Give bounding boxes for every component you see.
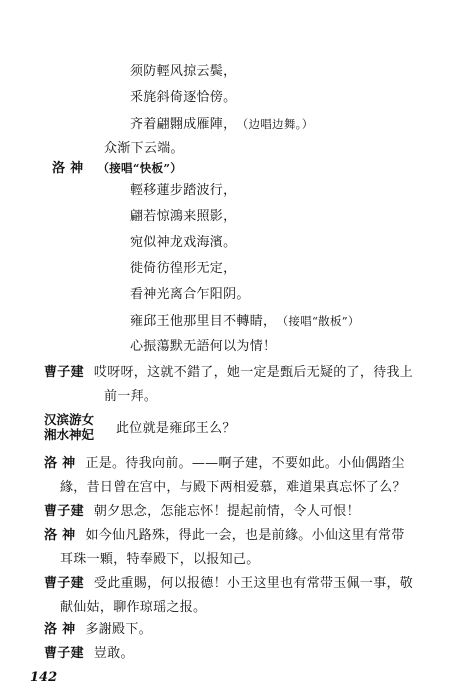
speaker-stack <box>44 412 94 442</box>
speaker-name: 洛 神 <box>44 456 76 471</box>
speaker-name: 曹子建 <box>44 576 84 591</box>
dialogue-text: 哎呀呀，这就不錯了，她一定是甄后无疑的了，待我上 <box>93 365 414 380</box>
speaker-name: 汉滨游女 <box>44 412 95 427</box>
page-number: 142 <box>30 670 58 685</box>
verse-line: 雍邱王他那里目不轉睛， （接唱“散板”） <box>130 314 360 329</box>
dialogue-continuation: 前一拜。 <box>104 389 158 404</box>
dialogue-continuation: 耳珠一顆，特奉殿下，以报知己。 <box>60 552 260 567</box>
verse-line: 輕移蓮步踏波行， <box>130 183 237 198</box>
verse-line: 心振蕩默无語何以为情！ <box>130 339 277 354</box>
verse-line: 看神光离合乍阳阴。 <box>130 287 250 302</box>
speaker-name: 曹子建 <box>44 646 84 661</box>
verse-line: 釆旄斜倚逐恰傍。 <box>130 90 237 105</box>
speaker-line <box>52 160 182 177</box>
dialogue-text: 豈敢。 <box>93 646 134 661</box>
dialogue-line <box>44 528 405 544</box>
verse-line: 齐着翩翾成雁陣， （边唱边舞。） <box>130 117 314 132</box>
verse-line: 须防輕风掠云鬓， <box>130 64 237 79</box>
stage-direction: （接唱“散板”） <box>282 314 360 328</box>
dialogue-line <box>44 504 360 520</box>
speaker-name: 洛 神 <box>52 161 84 176</box>
verse-line: 翩若惊鴻来照影， <box>130 209 237 224</box>
stage-direction: （接唱“快板”） <box>97 161 183 175</box>
dialogue-text: 多謝殿下。 <box>85 622 152 637</box>
dialogue-continuation: 献仙姑，聊作琼瑶之报。 <box>60 600 207 615</box>
speaker-name: 洛 神 <box>44 528 76 543</box>
verse-line: 徙倚彷徨形无定， <box>130 261 237 276</box>
dialogue-line: 此位就是雍邱王么？ <box>116 421 236 436</box>
dialogue-line <box>44 622 152 638</box>
dialogue-line <box>44 576 413 592</box>
dialogue-text: 受此重賜，何以报德！小王这里也有常带玉佩一事，敬 <box>93 576 414 591</box>
dialogue-line <box>44 365 413 381</box>
speaker-name: 洛 神 <box>44 622 76 637</box>
dialogue-text: 正是。待我向前。——啊子建，不要如此。小仙偶踏尘 <box>85 456 405 471</box>
dialogue-continuation: 緣，昔日曾在宫中，与殿下两相爱慕，难道果真忘怀了么？ <box>60 480 406 495</box>
stage-direction: （边唱边舞。） <box>242 117 314 131</box>
dialogue-text: 如今仙凡路殊，得此一会，也是前緣。小仙这里有常带 <box>85 528 405 543</box>
verse-line: 众渐下云端。 <box>104 141 184 156</box>
dialogue-line <box>44 456 405 472</box>
speaker-name: 曹子建 <box>44 365 84 380</box>
dialogue-line <box>44 646 134 662</box>
verse-line: 宛似神龙戏海濱。 <box>130 235 237 250</box>
speaker-name: 曹子建 <box>44 504 84 519</box>
speaker-name: 湘水神妃 <box>44 427 95 442</box>
dialogue-text: 朝夕思念，怎能忘怀！提起前情，令人可恨！ <box>93 504 360 519</box>
